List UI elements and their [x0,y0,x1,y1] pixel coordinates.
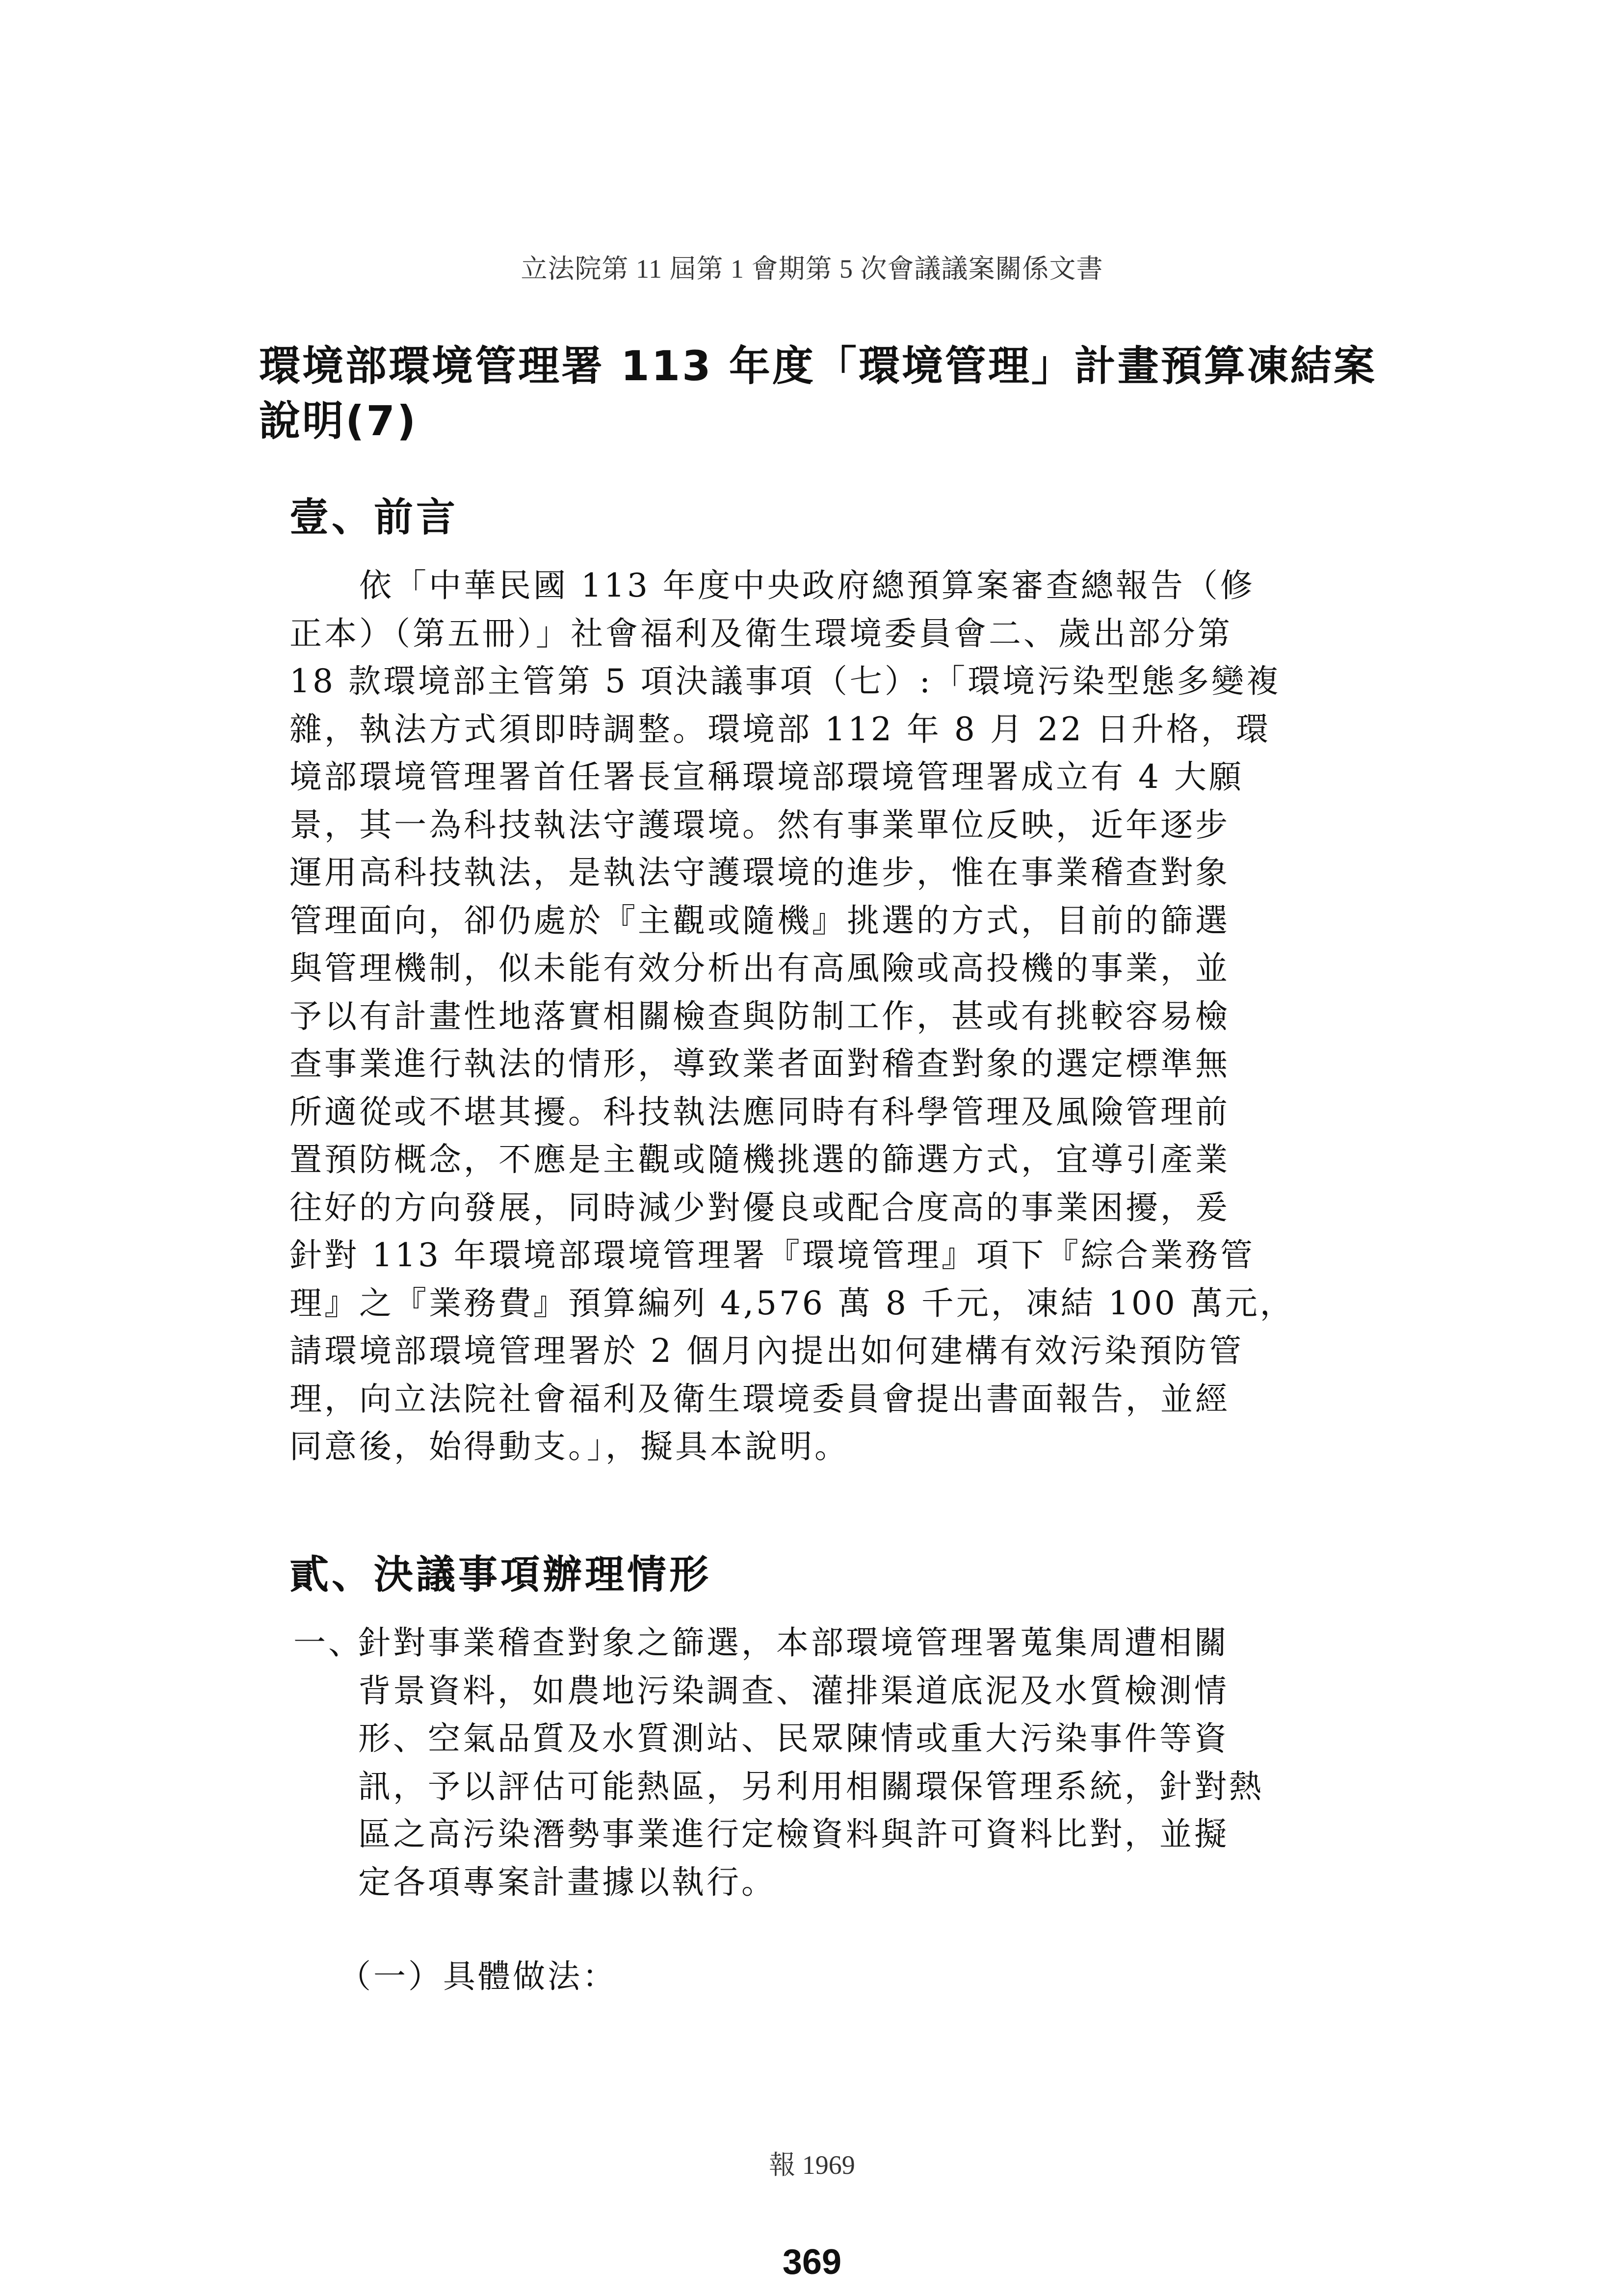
paragraph-line: 予以有計畫性地落實相關檢查與防制工作，甚或有挑較容易檢 [289,997,1230,1035]
paragraph-line: 針對事業稽查對象之篩選，本部環境管理署蒐集周遭相關 [358,1624,1229,1662]
paragraph-line: 訊，予以評估可能熱區，另利用相關環保管理系統，針對熱 [358,1767,1264,1805]
section-heading-preface: 壹、前言 [289,495,458,540]
paragraph-line: 雜，執法方式須即時調整。環境部 112 年 8 月 22 日升格，環 [289,710,1271,748]
section-heading-resolution-status: 貳、決議事項辦理情形 [289,1552,711,1597]
paragraph-line: 理』之『業務費』預算編列 4,576 萬 8 千元，凍結 100 萬元， [289,1284,1295,1322]
title-line: 環境部環境管理署 113 年度「環境管理」計畫預算凍結案 [259,342,1377,390]
paragraph-line: 往好的方向發展，同時減少對優良或配合度高的事業困擾，爰 [289,1188,1230,1226]
list-item-marker: 一、 [293,1624,363,1662]
paragraph-line: 背景資料，如農地污染調查、灌排渠道底泥及水質檢測情 [358,1671,1229,1710]
paragraph-line: 定各項專案計畫據以執行。 [358,1863,776,1901]
paragraph-line: 理，向立法院社會福利及衛生環境委員會提出書面報告，並經 [289,1380,1230,1418]
preface-paragraph [289,562,1379,1471]
paragraph-line: 針對 113 年環境部環境管理署『環境管理』項下『綜合業務管 [289,1236,1255,1274]
paragraph-line: 同意後，始得動支。」，擬具本說明。 [289,1428,849,1465]
paragraph-line: 區之高污染潛勢事業進行定檢資料與許可資料比對，並擬 [358,1815,1229,1853]
paragraph-line: 請環境部環境管理署於 2 個月內提出如何建構有效污染預防管 [289,1332,1244,1370]
subsection-heading: （一）具體做法： [339,1957,617,1995]
paragraph-line: 景，其一為科技執法守護環境。然有事業單位反映，近年逐步 [289,806,1230,844]
running-header: 立法院第 11 屆第 1 會期第 5 次會議議案關係文書 [521,254,1103,284]
paragraph-line: 管理面向，卻仍處於『主觀或隨機』挑選的方式，目前的篩選 [289,901,1230,939]
paragraph-line: 正本）（第五冊）」社會福利及衛生環境委員會二、歲出部分第 [289,614,1232,652]
paragraph-line: 置預防概念，不應是主觀或隨機挑選的篩選方式，宜導引產業 [289,1141,1230,1178]
paragraph-line: 查事業進行執法的情形，導致業者面對稽查對象的選定標準無 [289,1045,1230,1083]
report-page-label: 報 1969 [769,2150,855,2180]
paragraph-line: 與管理機制，似未能有效分析出有高風險或高投機的事業，並 [289,949,1230,987]
page-number: 369 [782,2243,842,2282]
list-item-body [358,1619,1413,1906]
paragraph-line: 境部環境管理署首任署長宣稱環境部環境管理署成立有 4 大願 [289,758,1244,796]
paragraph-line: 18 款環境部主管第 5 項決議事項（七）:「環境污染型態多變複 [289,662,1282,700]
paragraph-line: 形、空氣品質及水質測站、民眾陳情或重大污染事件等資 [358,1720,1229,1757]
paragraph-line: 運用高科技執法，是執法守護環境的進步，惟在事業稽查對象 [289,854,1230,891]
document-title [259,339,1388,448]
paragraph-line: 所適從或不堪其擾。科技執法應同時有科學管理及風險管理前 [289,1093,1230,1131]
paragraph-line: 依「中華民國 113 年度中央政府總預算案審查總報告（修 [289,567,1255,604]
title-line: 說明(7) [259,397,418,445]
